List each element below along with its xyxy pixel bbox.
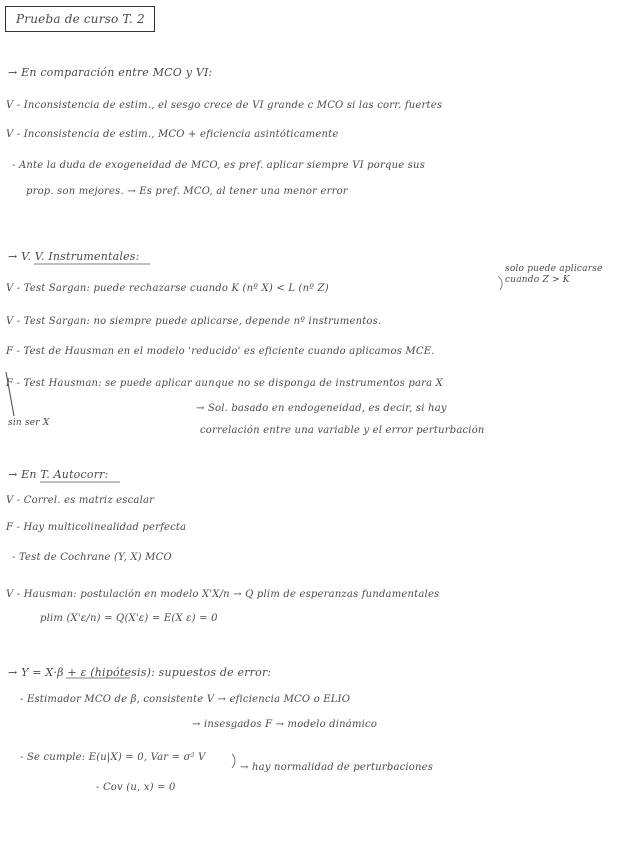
- section-3-line-1: V - Correl. es matriz escalar: [6, 495, 155, 506]
- section-2-margin-note: sin ser X: [8, 418, 50, 428]
- section-1-line-1: V - Inconsistencia de estim., el sesgo crece de VI grande c MCO si las corr. fuertes: [6, 100, 443, 111]
- side-note-brace: [498, 276, 502, 290]
- section-4-line-2: → insesgados F → modelo dinámico: [192, 719, 378, 730]
- section-2-side-note: solo puede aplicarse cuando Z > K: [505, 264, 603, 285]
- section-1-line-2: V - Inconsistencia de estim., MCO + eficiencia asintóticamente: [6, 129, 339, 140]
- section-3-line-3: - Test de Cochrane (Y, X) MCO: [12, 552, 172, 563]
- section-4-brace: [232, 754, 235, 768]
- section-2-line-3: F - Test de Hausman en el modelo 'reducido' es eficiente cuando aplicamos MCE.: [6, 346, 435, 357]
- section-3-heading: → En T. Autocorr:: [8, 468, 109, 481]
- section-1-line-3: - Ante la duda de exogeneidad de MCO, es pref. aplicar siempre VI porque sus: [12, 160, 426, 171]
- section-3-line-2: F - Hay multicolinealidad perfecta: [6, 522, 187, 533]
- section-2-line-4: F - Test Hausman: se puede aplicar aunque no se disponga de instrumentos para X: [6, 378, 443, 389]
- section-2-line-2: V - Test Sargan: no siempre puede aplicarse, depende nº instrumentos.: [6, 316, 382, 327]
- section-1-heading: → En comparación entre MCO y VI:: [8, 66, 213, 79]
- section-2-line-5: → Sol. basado en endogeneidad, es decir, si hay: [196, 403, 447, 414]
- section-4-line-1: - Estimador MCO de β, consistente V → eficiencia MCO o ELIO: [20, 694, 351, 705]
- section-2-heading: → V. V. Instrumentales:: [8, 250, 140, 263]
- section-2-line-1: V - Test Sargan: puede rechazarse cuando K (nº X) < L (nº Z): [6, 283, 329, 294]
- section-2-line-6: correlación entre una variable y el error perturbación: [200, 425, 485, 436]
- page-title: Prueba de curso T. 2: [16, 12, 145, 26]
- section-1-line-4: prop. son mejores. → Es pref. MCO, al tener una menor error: [26, 186, 348, 197]
- title-box: [5, 6, 155, 32]
- section-3-line-5: plim (X'ε/n) = Q(X'ε) = E(X ε) = 0: [40, 613, 218, 624]
- section-4-line-4: → hay normalidad de perturbaciones: [240, 762, 434, 773]
- section-4-line-3: - Se cumple: E(u|X) = 0, Var = σ² V: [20, 752, 206, 763]
- section-4-line-5: - Cov (u, x) = 0: [96, 782, 176, 793]
- section-4-heading: → Y = X·β + ε (hipótesis): supuestos de error:: [8, 666, 272, 679]
- section-3-line-4: V - Hausman: postulación en modelo X'X/n → Q plim de esperanzas fundamentales: [6, 589, 440, 600]
